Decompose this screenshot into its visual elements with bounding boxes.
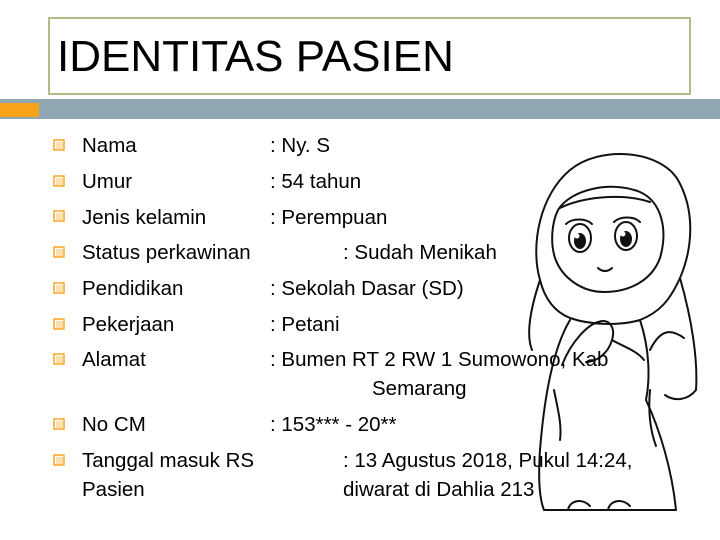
field-value-alamat-cont: Semarang: [372, 377, 467, 400]
square-bullet-icon: [53, 139, 65, 151]
field-label-umur: Umur: [82, 170, 133, 193]
field-value-nama: : Ny. S: [270, 134, 330, 157]
field-value-pendidikan: : Sekolah Dasar (SD): [270, 277, 464, 300]
field-value-alamat: : Bumen RT 2 RW 1 Sumowono, Kab: [270, 348, 609, 371]
square-bullet-icon: [53, 246, 65, 258]
field-label-no-cm: No CM: [82, 413, 146, 436]
field-value-umur: : 54 tahun: [270, 170, 362, 193]
field-label-pekerjaan: Pekerjaan: [82, 313, 175, 336]
square-bullet-icon: [53, 454, 65, 466]
square-bullet-icon: [53, 318, 65, 330]
field-value-jenis-kelamin: : Perempuan: [270, 206, 388, 229]
field-label-alamat: Alamat: [82, 348, 146, 371]
field-label-tanggal-cont: Pasien: [82, 478, 145, 501]
field-label-nama: Nama: [82, 134, 137, 157]
square-bullet-icon: [53, 210, 65, 222]
field-label-pendidikan: Pendidikan: [82, 277, 184, 300]
field-label-status: Status perkawinan: [82, 241, 251, 264]
field-value-tanggal: : 13 Agustus 2018, Pukul 14:24,: [343, 449, 633, 472]
square-bullet-icon: [53, 353, 65, 365]
header-bar: [0, 99, 720, 119]
field-value-status: : Sudah Menikah: [343, 241, 497, 264]
square-bullet-icon: [53, 175, 65, 187]
field-value-no-cm: : 153*** - 20**: [270, 413, 397, 436]
field-value-tanggal-cont: diwarat di Dahlia 213: [343, 478, 535, 501]
accent-bar: [0, 103, 39, 117]
slide-title: IDENTITAS PASIEN: [57, 32, 454, 81]
field-label-jenis-kelamin: Jenis kelamin: [82, 206, 207, 229]
square-bullet-icon: [53, 282, 65, 294]
field-value-pekerjaan: : Petani: [270, 313, 340, 336]
field-label-tanggal: Tanggal masuk RS: [82, 449, 255, 472]
square-bullet-icon: [53, 418, 65, 430]
